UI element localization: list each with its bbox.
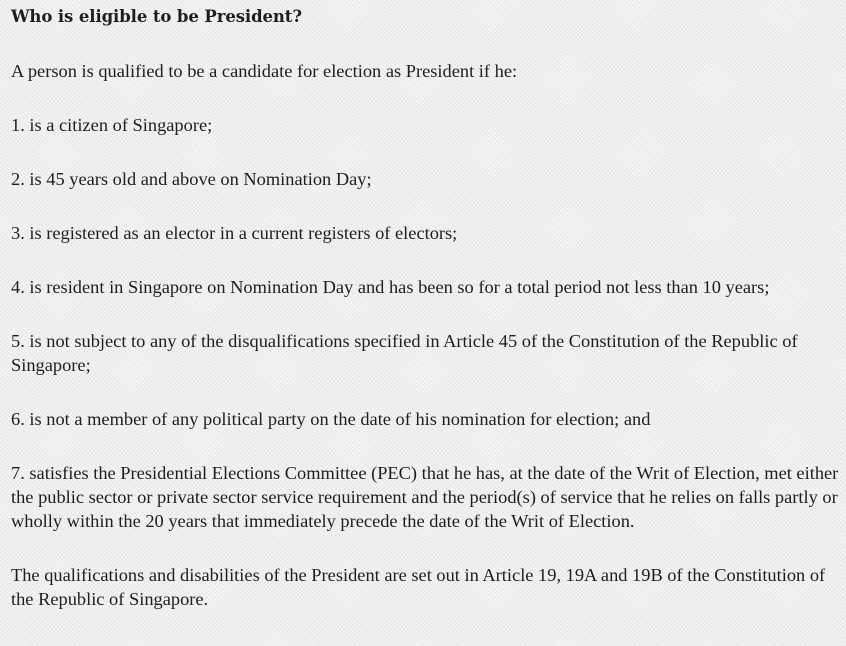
list-item: 4. is resident in Singapore on Nomination Day and has been so for a total period not less than 10 years;	[11, 277, 770, 297]
intro-paragraph: A person is qualified to be a candidate for election as President if he:	[11, 61, 518, 81]
document-body	[11, 5, 839, 611]
list-item: 7. satisfies the Presidential Elections Committee (PEC) that he has, at the date of the Writ of Election, met either the public sector or private sector service requirement and the period(s) of service that he relies on falls partly or wholly within the 20 years that immediately precede the date of the Writ of Election.	[11, 463, 839, 531]
closing-paragraph: The qualifications and disabilities of the President are set out in Article 19, 19A and 19B of the Constitution of the Republic of Singapore.	[11, 565, 826, 609]
list-item: 1. is a citizen of Singapore;	[11, 115, 213, 135]
list-item: 3. is registered as an elector in a current registers of electors;	[11, 223, 458, 243]
page-heading: Who is eligible to be President?	[11, 7, 302, 26]
list-item: 5. is not subject to any of the disqualifications specified in Article 45 of the Constitution of the Republic of Singapore;	[11, 331, 798, 375]
list-item: 2. is 45 years old and above on Nomination Day;	[11, 169, 372, 189]
list-item: 6. is not a member of any political party on the date of his nomination for election; and	[11, 409, 651, 429]
